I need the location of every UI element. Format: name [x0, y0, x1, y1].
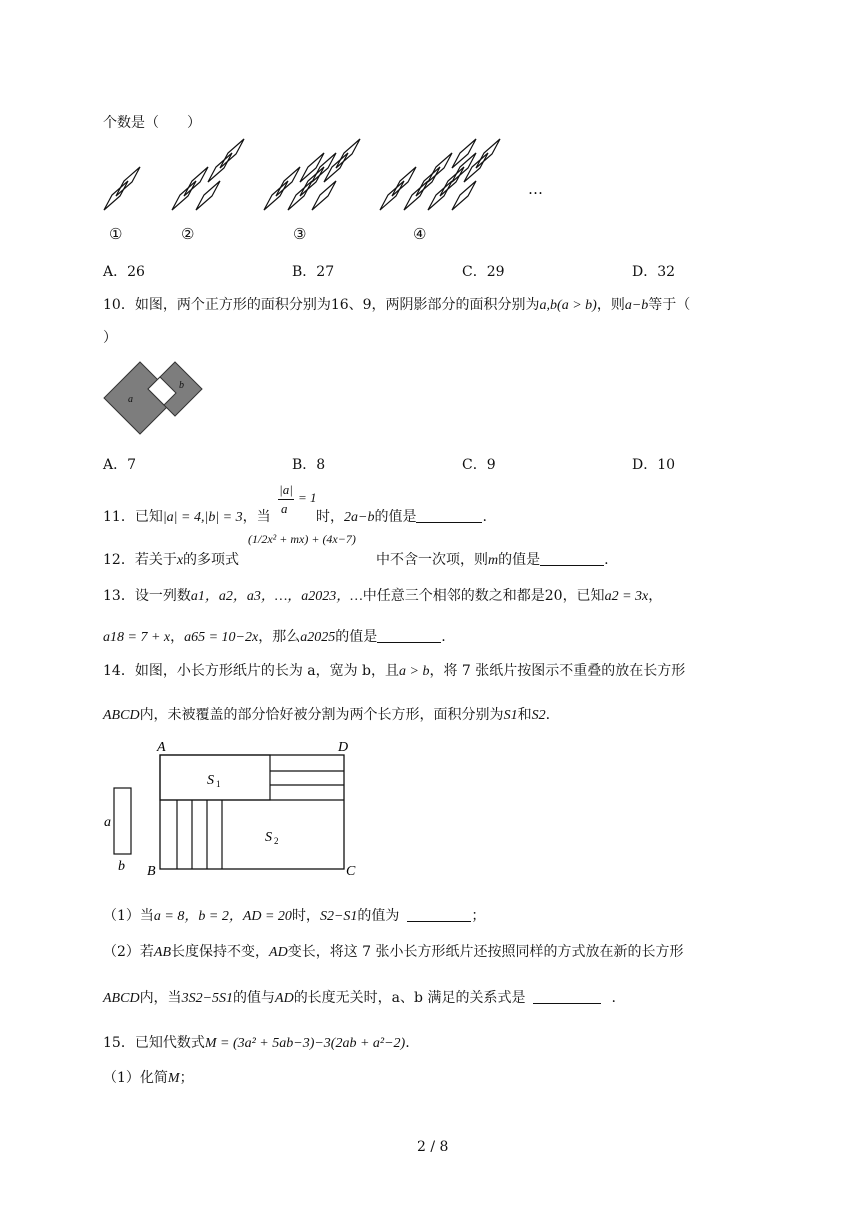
q12-stem: 12．若关于x的多项式 — [103, 552, 240, 568]
q13-line2: a18 = 7 + x，a65 = 10−2x，那么a2025的值是 . — [103, 629, 446, 645]
q14-label-S2-sub: 2 — [274, 836, 279, 846]
q12-stem-b: 中不含一次项，则m的值是 . — [376, 552, 609, 568]
q9-stem-tail: 个数是（ ） — [103, 115, 201, 131]
q9-option-d: D．32 — [632, 264, 676, 280]
q9-ellipsis: … — [528, 180, 543, 198]
q13-answer-blank[interactable] — [377, 628, 441, 643]
q14-part2-answer-blank[interactable] — [533, 989, 601, 1004]
q9-fig-label-4: ④ — [413, 225, 427, 243]
q9-option-c: C．29 — [462, 264, 505, 280]
q14-part1: （1）当a = 8，b = 2，AD = 20时，S2−S1的值为 ； — [103, 908, 486, 924]
q14-part1-answer-blank[interactable] — [407, 907, 471, 922]
rhombus-shape — [452, 181, 476, 210]
q9-option-b: B．27 — [292, 264, 335, 280]
q15-part1: （1）化简M； — [103, 1070, 194, 1086]
q9-option-a: A．26 — [103, 264, 145, 280]
q9-fig-label-3: ③ — [293, 225, 307, 243]
q11-answer-blank[interactable] — [416, 508, 482, 523]
q14-rectangle-figure — [100, 738, 360, 878]
q14-part2-line1: （2）若AB长度保持不变，AD变长，将这 7 张小长方形纸片还按照同样的方式放在新的长方形 — [103, 944, 684, 960]
q14-label-S2: S — [265, 830, 272, 845]
q10-math-ab: a,b(a > b) — [539, 298, 597, 313]
q10-stem-line2: ） — [103, 330, 117, 346]
q10-math-diff: a−b — [624, 298, 649, 313]
q13-line1: 13．设一列数a1，a2，a3，…，a2023，…中任意三个相邻的数之和都是20，已知a2 = 3x， — [103, 588, 663, 604]
q14-label-b: b — [118, 859, 125, 874]
q9-pattern-figure — [0, 140, 868, 260]
q14-line1: 14．如图，小长方形纸片的长为 a，宽为 b，且a > b，将 7 张纸片按图示不重叠的放在长方形 — [103, 663, 686, 679]
q10-option-b: B．8 — [292, 457, 326, 473]
q12-polynomial: (1/2x² + mx) + (4x−7) — [248, 532, 356, 546]
q11-frac-num: |a| — [279, 482, 293, 497]
q14-label-B: B — [147, 864, 156, 879]
q11-stem-b: 时，2a−b的值是 . — [316, 509, 487, 525]
q12-answer-blank[interactable] — [540, 551, 604, 566]
q9-fig-label-2: ② — [181, 225, 195, 243]
q10-option-a: A．7 — [103, 457, 137, 473]
q10-option-c: C．9 — [462, 457, 496, 473]
q14-line2: ABCD内，未被覆盖的部分恰好被分割为两个长方形，面积分别为S1和S2. — [103, 707, 551, 723]
q14-label-C: C — [346, 864, 356, 879]
q10-squares-figure — [100, 358, 210, 438]
rhombus-shape — [312, 181, 336, 210]
rhombus-shape — [196, 181, 220, 210]
q10-option-d: D．10 — [632, 457, 676, 473]
q11-frac-eq: = 1 — [298, 490, 317, 505]
q15-stem: 15．已知代数式M = (3a² + 5ab−3)−3(2ab + a²−2). — [103, 1035, 410, 1051]
page-number: 2 / 8 — [417, 1139, 449, 1155]
q11-frac-bar — [278, 499, 294, 500]
q10-stem: 10．如图，两个正方形的面积分别为16、9，两阴影部分的面积分别为a,b(a > b)，则a−b等于（ — [103, 297, 691, 313]
q14-label-A: A — [157, 740, 166, 755]
q11-frac-den: a — [281, 501, 288, 516]
q14-label-S1: S — [207, 773, 214, 788]
q14-label-S1-sub: 1 — [216, 779, 221, 789]
q14-part2-line2: ABCD内，当3S2−5S1的值与AD的长度无关时，a、b 满足的关系式是 . — [103, 990, 616, 1006]
q11-stem: 11．已知|a| = 4,|b| = 3，当 — [103, 509, 271, 525]
q14-label-a: a — [104, 815, 111, 830]
q10-label-b: b — [179, 380, 184, 391]
q9-fig-label-1: ① — [109, 225, 123, 243]
q10-label-a: a — [128, 394, 133, 405]
q14-label-D: D — [338, 740, 349, 755]
